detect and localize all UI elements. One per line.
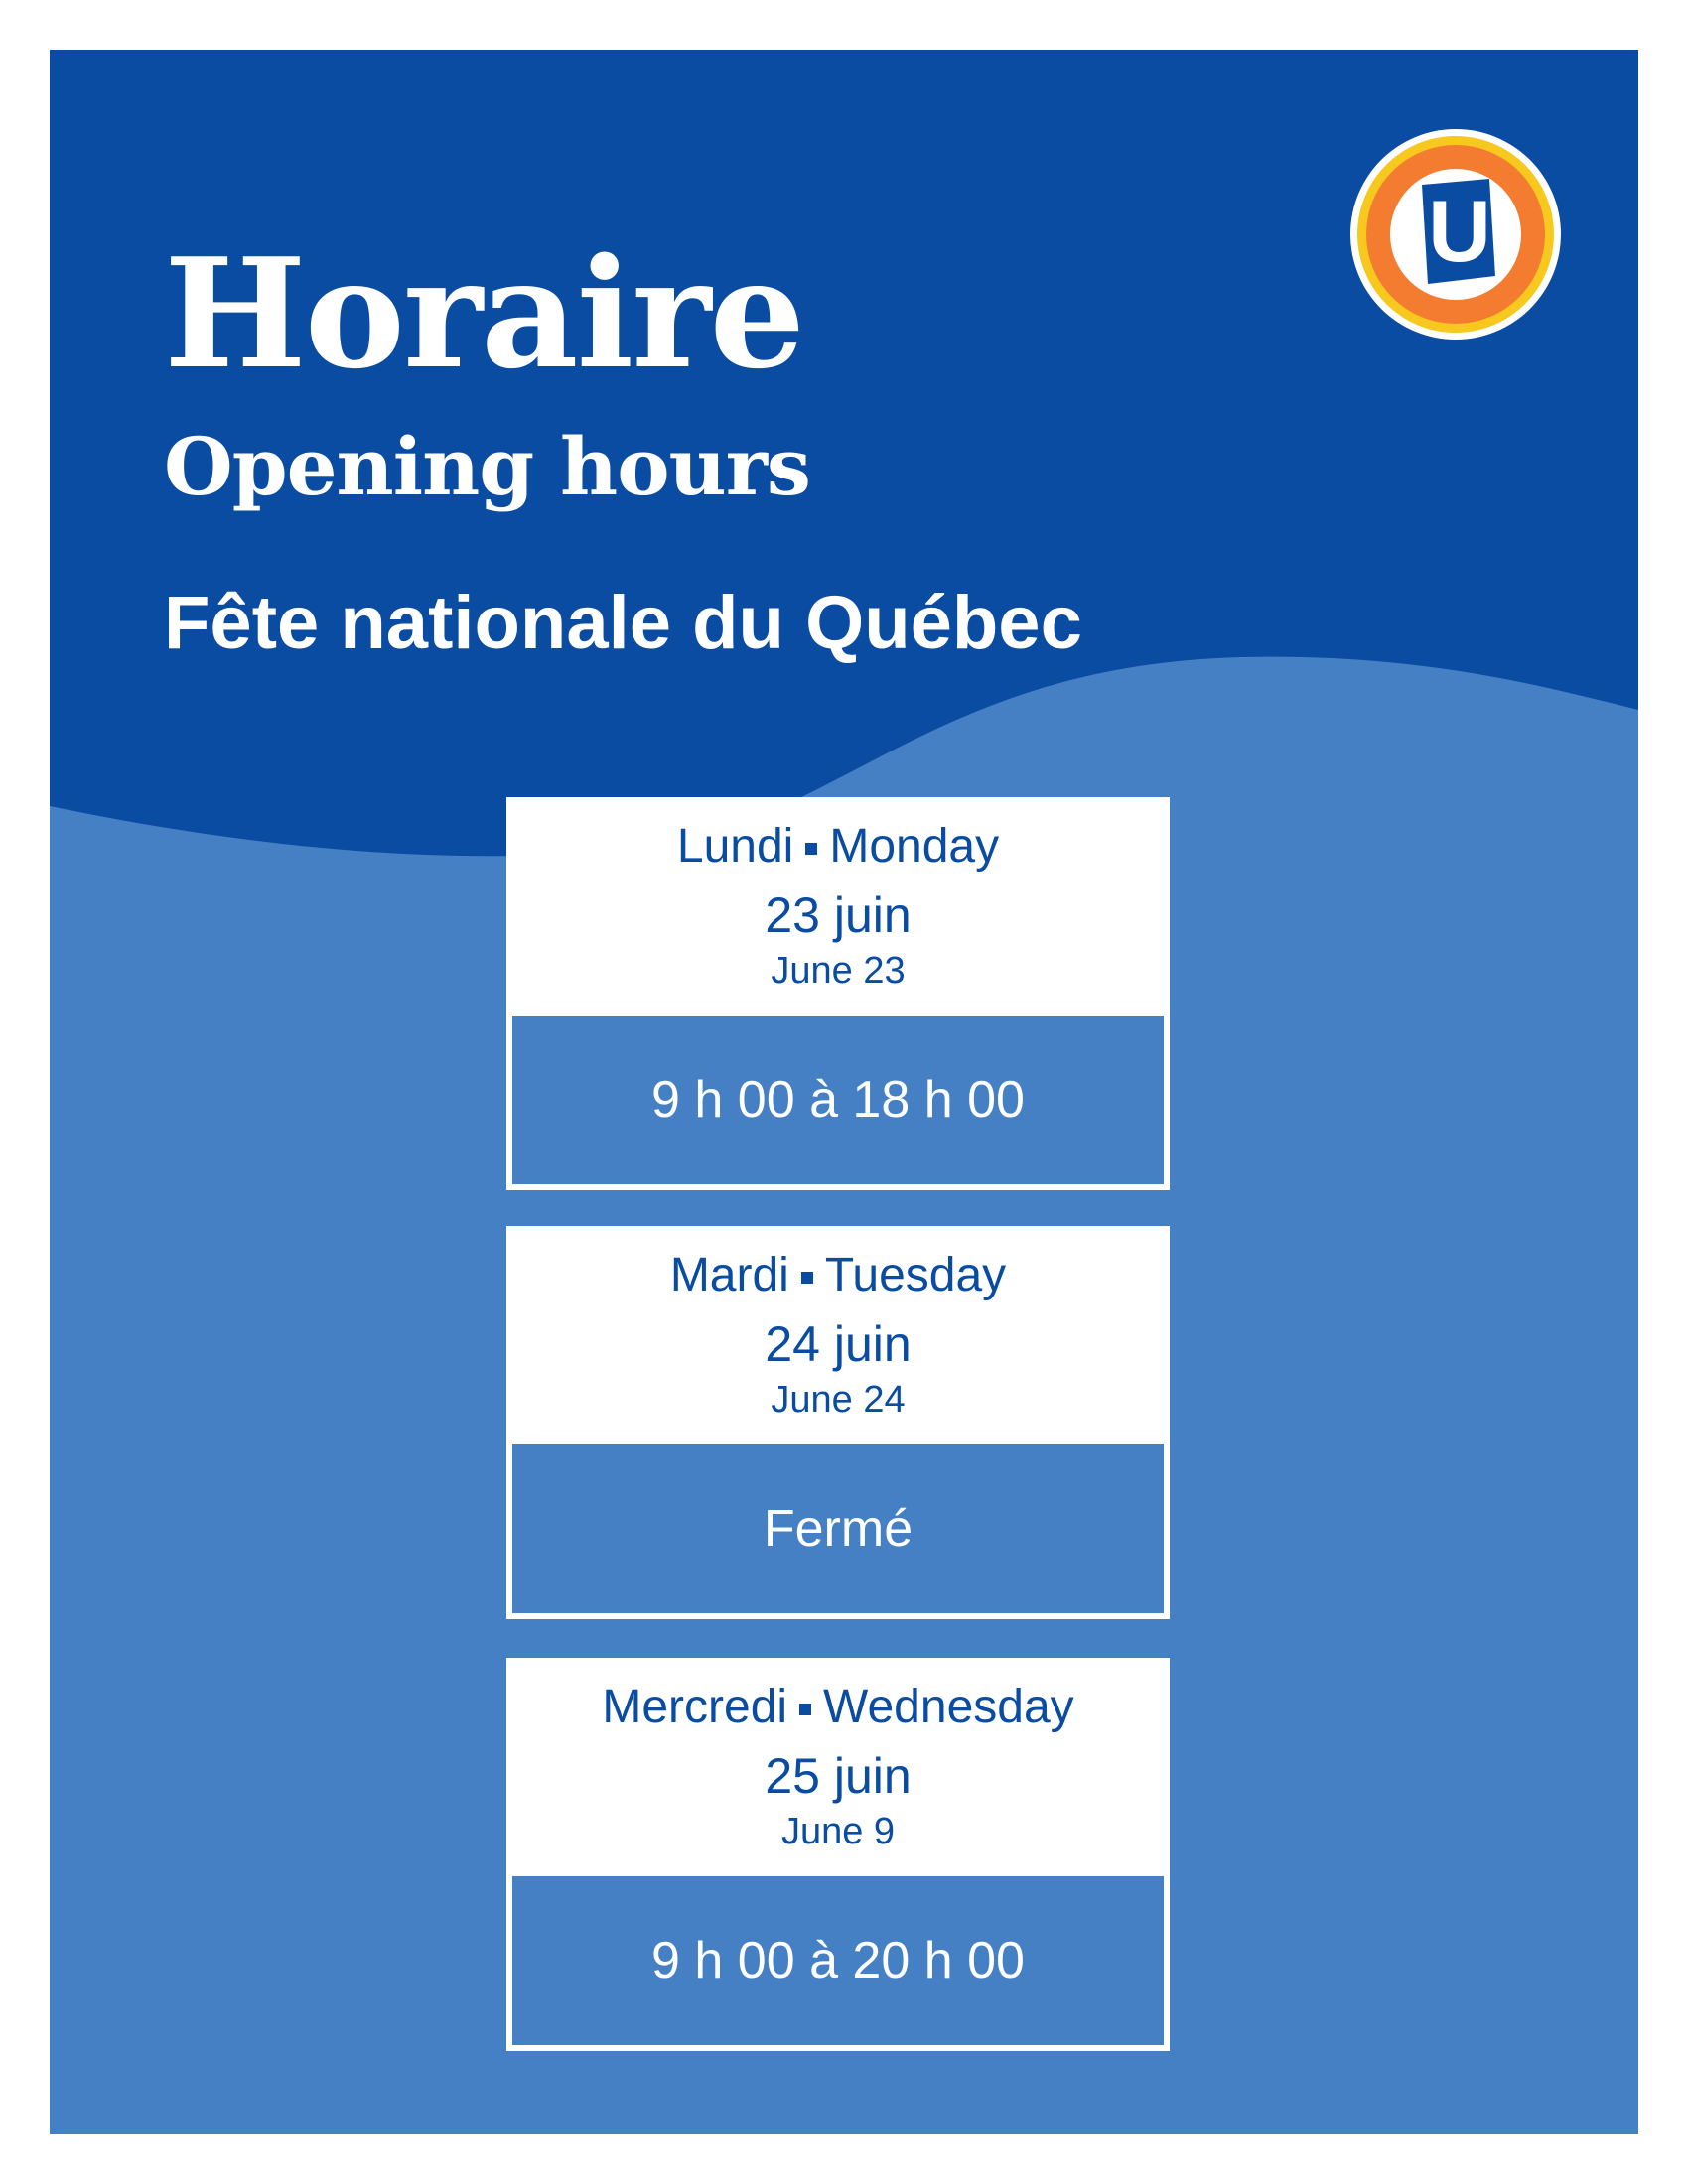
day-header — [512, 803, 1164, 1016]
date-en: June 9 — [780, 1811, 896, 1852]
page-subtitle: Opening hours — [164, 420, 810, 513]
day-header — [512, 1232, 1164, 1444]
date-en: June 23 — [771, 950, 906, 992]
separator-square-icon — [801, 1272, 813, 1284]
opening-hours: 9 h 00 à 18 h 00 — [512, 1016, 1164, 1184]
day-header — [512, 1664, 1164, 1876]
logo-letter: U — [1428, 182, 1491, 280]
separator-square-icon — [805, 843, 817, 855]
day-name — [512, 820, 1164, 873]
day-name-en: Tuesday — [824, 1249, 1007, 1301]
opening-hours: Fermé — [512, 1444, 1164, 1613]
day-card-tuesday — [506, 1226, 1170, 1619]
uniprix-u-logo-icon — [1348, 127, 1563, 341]
date-en: June 24 — [771, 1379, 906, 1421]
day-name-fr: Lundi — [676, 820, 794, 873]
date-fr: 23 juin — [765, 887, 912, 943]
day-card-monday — [506, 797, 1170, 1190]
event-name: Fête nationale du Québec — [164, 581, 1082, 665]
day-name — [512, 1249, 1164, 1301]
day-name-en: Monday — [829, 820, 1000, 873]
page-title: Horaire — [164, 224, 804, 402]
date-fr: 24 juin — [765, 1316, 912, 1372]
date-fr: 25 juin — [765, 1748, 912, 1804]
day-name-en: Wednesday — [823, 1681, 1074, 1733]
day-name-fr: Mercredi — [602, 1681, 788, 1733]
poster — [50, 50, 1638, 2134]
separator-square-icon — [799, 1704, 811, 1715]
day-card-wednesday — [506, 1658, 1170, 2051]
day-name-fr: Mardi — [669, 1249, 789, 1301]
day-name — [512, 1681, 1164, 1733]
opening-hours: 9 h 00 à 20 h 00 — [512, 1876, 1164, 2045]
